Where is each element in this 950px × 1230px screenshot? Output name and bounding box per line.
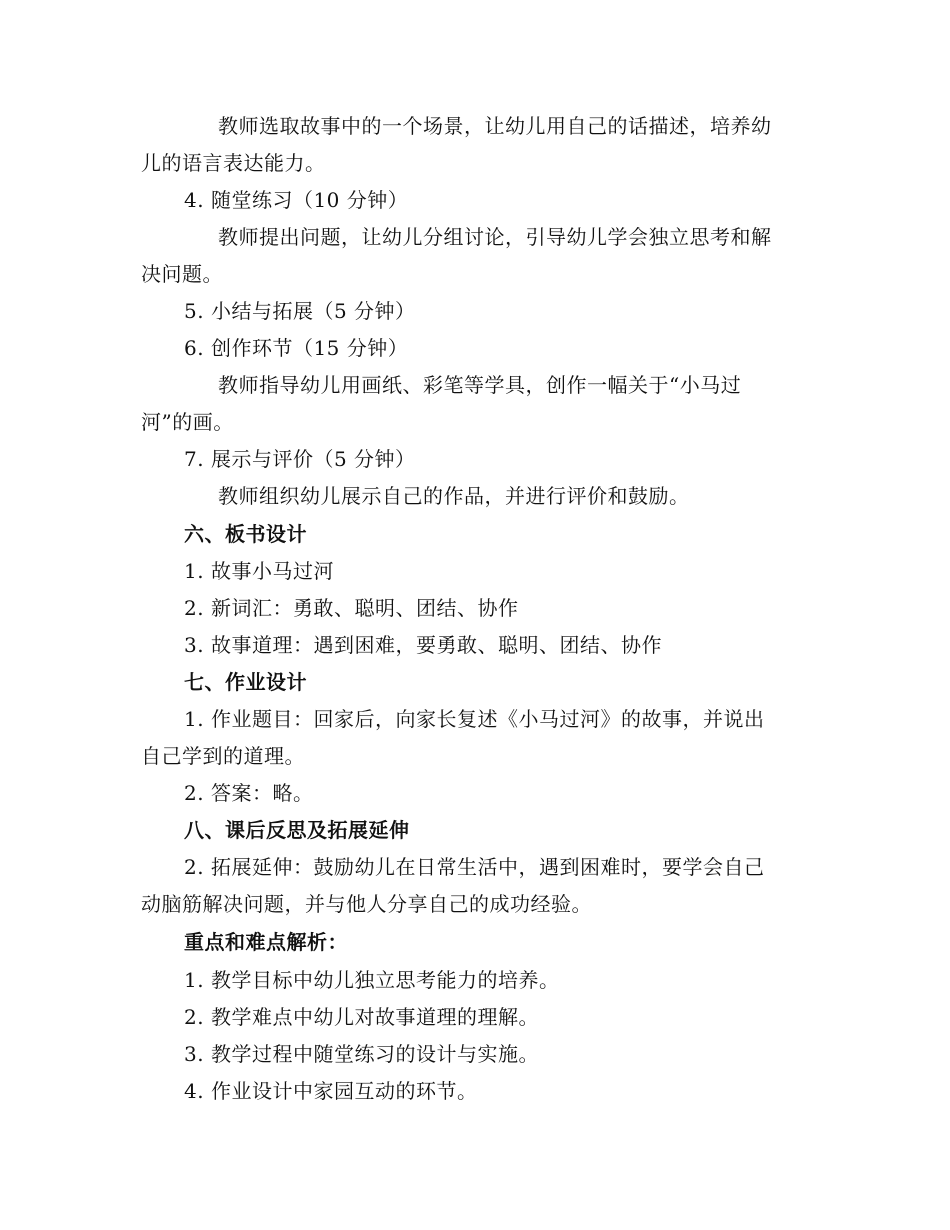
list-item-homework-2: 2. 答案：略。: [184, 781, 314, 805]
list-item-extension-line-2: 动脑筋解决问题，并与他人分享自己的成功经验。: [141, 892, 592, 916]
paragraph-creation-line-2: 河”的画。: [141, 410, 234, 434]
list-item-board-1: 1. 故事小马过河: [184, 559, 334, 583]
list-item-summary: 5. 小结与拓展（5 分钟）: [184, 299, 416, 323]
list-item-practice: 4. 随堂练习（10 分钟）: [184, 188, 409, 212]
list-item-board-2: 2. 新词汇：勇敢、聪明、团结、协作: [184, 596, 519, 620]
list-item-extension-line-1: 2. 拓展延伸：鼓励幼儿在日常生活中，遇到困难时，要学会自己: [184, 855, 765, 879]
list-item-key-point-2: 2. 教学难点中幼儿对故事道理的理解。: [184, 1005, 539, 1029]
paragraph-practice-line-1: 教师提出问题，让幼儿分组讨论，引导幼儿学会独立思考和解: [218, 225, 772, 249]
list-item-homework-1-line-2: 自己学到的道理。: [141, 744, 305, 768]
list-item-board-3: 3. 故事道理：遇到困难，要勇敢、聪明、团结、协作: [184, 633, 662, 657]
paragraph-practice-line-2: 决问题。: [141, 262, 223, 286]
paragraph-showcase: 教师组织幼儿展示自己的作品，并进行评价和鼓励。: [218, 484, 690, 508]
list-item-key-point-4: 4. 作业设计中家园互动的环节。: [184, 1079, 478, 1103]
paragraph-creation-line-1: 教师指导幼儿用画纸、彩笔等学具，创作一幅关于“小马过: [218, 373, 742, 397]
paragraph-scene-description-line-2: 儿的语言表达能力。: [141, 151, 326, 175]
section-heading-board-design: 六、板书设计: [184, 522, 307, 546]
section-heading-key-points: 重点和难点解析：: [184, 930, 348, 954]
list-item-key-point-1: 1. 教学目标中幼儿独立思考能力的培养。: [184, 968, 560, 992]
list-item-creation: 6. 创作环节（15 分钟）: [184, 336, 409, 360]
list-item-key-point-3: 3. 教学过程中随堂练习的设计与实施。: [184, 1042, 539, 1066]
list-item-homework-1-line-1: 1. 作业题目：回家后，向家长复述《小马过河》的故事，并说出: [184, 707, 765, 731]
list-item-showcase: 7. 展示与评价（5 分钟）: [184, 447, 416, 471]
section-heading-homework: 七、作业设计: [184, 670, 307, 694]
section-heading-reflection: 八、课后反思及拓展延伸: [184, 818, 410, 842]
paragraph-scene-description-line-1: 教师选取故事中的一个场景，让幼儿用自己的话描述，培养幼: [218, 114, 772, 138]
